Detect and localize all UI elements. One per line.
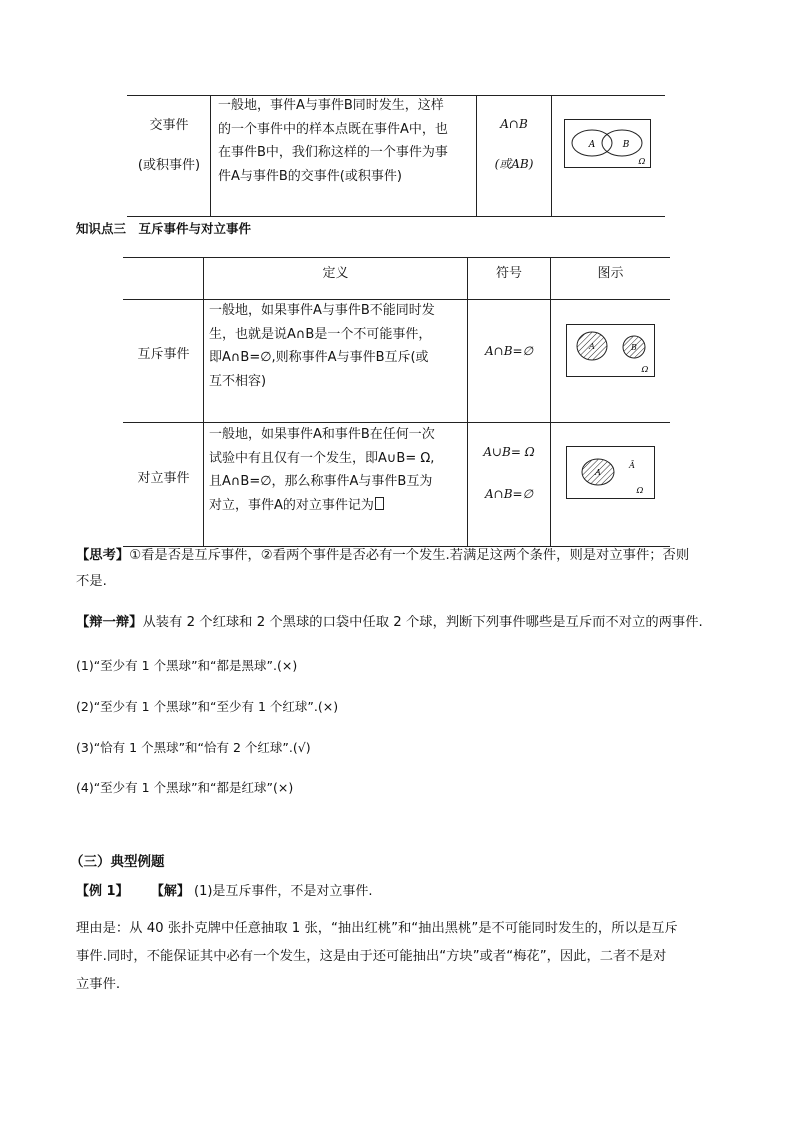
row-name-complementary: 对立事件 — [137, 471, 190, 486]
venn-label-omega: Ω — [641, 365, 649, 374]
example-1-reason: 理由是：从 40 张扑克牌中任意抽取 1 张，“抽出红桃”和“抽出黑桃”是不可能同时发生的，所以是互斥 事件.同时，不能保证其中必有一个发生，这是由于还可能抽出“方块”或者“梅花”，因此，二者不是对 立事件. — [76, 921, 678, 992]
section-heading-examples: （三）典型例题 — [70, 854, 165, 870]
venn-label-a: A — [588, 140, 596, 150]
symbol-exclusive: A∩B=∅ — [484, 344, 534, 358]
venn-diagram-exclusive — [566, 324, 656, 378]
debate-paragraph: 【辩一辩】从装有 2 个红球和 2 个黑球的口袋中任取 2 个球，判断下列事件哪些是互斥而不对立的两事件. — [76, 615, 703, 630]
placeholder-box — [375, 497, 384, 510]
definition-intersection: 一般地，事件A与事件B同时发生，这样 的一个事件中的样本点既在事件A中，也 在事件B中，我们称这样的一个事件为事 件A与事件B的交事件(或积事件) — [218, 98, 448, 184]
venn-diagram-intersection — [564, 119, 652, 169]
header-definition: 定义 — [322, 266, 349, 281]
venn-label-omega: Ω — [638, 157, 646, 166]
row-name-exclusive: 互斥事件 — [137, 347, 190, 362]
header-symbol: 符号 — [495, 266, 522, 281]
section-heading-knowledge-3: 知识点三 互斥事件与对立事件 — [76, 221, 252, 236]
header-diagram: 图示 — [597, 266, 624, 281]
symbol-complementary: A∪B= Ω A∩B=∅ — [483, 445, 535, 501]
symbol-intersection: A∩B (或AB) — [494, 117, 534, 171]
definition-exclusive: 一般地，如果事件A与事件B不能同时发 生，也就是说A∩B是一个不可能事件， 即A∩B=∅,则称事件A与事件B互斥(或 互不相容) — [209, 303, 435, 389]
venn-label-b: B — [622, 140, 630, 150]
debate-item-3: (3)“恰有 1 个黑球”和“恰有 2 个红球”.(√) — [76, 740, 311, 755]
solution-label: 【解】 — [150, 884, 190, 899]
example-1-answer: (1)是互斥事件，不是对立事件. — [194, 884, 373, 899]
definition-complementary: 一般地，如果事件A和事件B在任何一次 试验中有且仅有一个发生，即A∪B= Ω, 且A∩B=∅，那么称事件A与事件B互为 对立，事件A的对立事件记为 — [209, 427, 435, 513]
example-1-line — [76, 880, 373, 899]
venn-label-omega: Ω — [636, 486, 644, 495]
venn-label-abar: Ā — [629, 461, 635, 470]
think-paragraph: 【思考】①看是否是互斥事件，②看两个事件是否必有一个发生.若满足这两个条件，则是对立事件；否则 不是. — [76, 548, 690, 589]
venn-diagram-complementary — [566, 446, 656, 500]
debate-item-2: (2)“至少有 1 个黑球”和“至少有 1 个红球”.(×) — [76, 699, 339, 714]
venn-label-a: A — [589, 342, 595, 351]
debate-label: 【辩一辩】 — [76, 615, 143, 630]
venn-label-b: B — [631, 343, 637, 352]
debate-item-4: (4)“至少有 1 个黑球”和“都是红球”(×) — [76, 780, 294, 795]
think-label: 【思考】 — [76, 548, 130, 563]
debate-item-1: (1)“至少有 1 个黑球”和“都是黑球”.(×) — [76, 658, 298, 673]
venn-label-a: A — [595, 468, 601, 477]
row-name-intersection: 交事件 (或积事件) — [137, 118, 201, 173]
example-1-label: 【例 1】 — [76, 884, 129, 899]
